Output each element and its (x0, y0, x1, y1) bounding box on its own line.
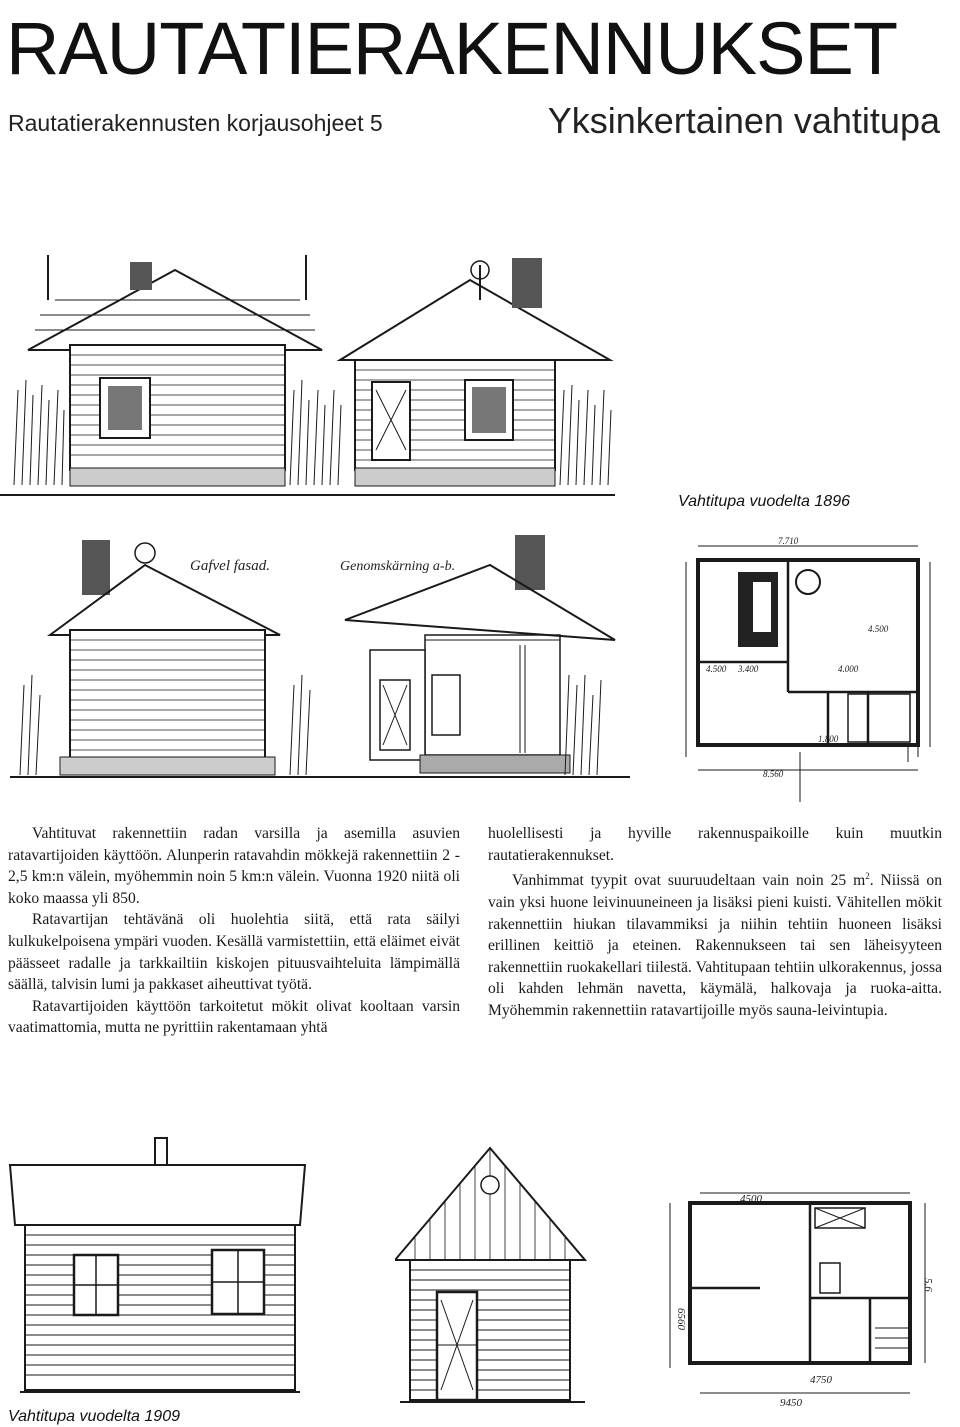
plan-dim-left: 4.500 (706, 664, 727, 674)
plan-1909-dim-top: 4500 (740, 1193, 762, 1205)
caption-1896: Vahtitupa vuodelta 1896 (678, 493, 850, 510)
drawing-1896-gable-and-section (0, 525, 640, 805)
gable-facade-label: Gafvel fasad. (190, 558, 270, 574)
plan-1909-dim-bottom: 4750 (810, 1374, 832, 1386)
plan-1909-dim-right: 5.6 (922, 1278, 934, 1292)
floor-plan-1909 (660, 1188, 950, 1413)
series-subtitle: Rautatierakennusten korjausohjeet 5 (8, 110, 383, 136)
drawing-1896-side-elevation (0, 240, 620, 500)
paragraph-1: Vahtituvat rakennettiin radan varsilla ja asemilla asuvien ratavartijoiden käyttöön. Alunperin ratavahdin mökkejä rakennettiin 2 - 2,5 km:n välein, myöhemmin noin 5 km:n välein. Vuonna 1920 niitä oli koko maassa yli 850. (8, 825, 460, 907)
window-1909-side-right (212, 1250, 264, 1314)
drawing-1909-gable-elevation (395, 1140, 595, 1410)
plan-dim-room: 4.000 (838, 664, 859, 674)
section-label: Genomskärning a-b. (340, 559, 456, 574)
body-column-left (8, 823, 460, 1039)
floor-plan-1896 (668, 532, 960, 807)
window-1909-side (74, 1255, 118, 1315)
paragraph-3-continued: huolellisesti ja hyville rakennuspaikoille kuin muutkin rautatierakennukset. (488, 825, 942, 864)
paragraph-2: Ratavartijan tehtävänä oli huolehtia siitä, että rata säilyi kulkukelpoisena ympäri vuoden. Kesällä varmistettiin, että eläimet eivät päässeet radalle ja tarkkailtiin kiskojen pituusvaihteluita lämpimällä säällä, talvisin lumi ja pakkaset aiheuttivat työtä. (8, 911, 460, 994)
plan-1909-dim-left: 6560 (675, 1308, 687, 1330)
topic-subtitle: Yksinkertainen vahtitupa (547, 100, 940, 141)
plan-dim-mid: 1.800 (818, 734, 839, 744)
body-column-right (488, 823, 942, 1022)
plan-dim-bottom: 8.560 (763, 769, 784, 779)
page-title: RAUTATIERAKENNUKSET (6, 7, 898, 90)
plan-dim-right: 4.500 (868, 624, 889, 634)
caption-1909: Vahtitupa vuodelta 1909 (8, 1408, 180, 1425)
paragraph-3: Ratavartijoiden käyttöön tarkoitetut mökit olivat kooltaan varsin vaatimattomia, mutta ne pyrittiin rakentamaan yhtä (8, 997, 460, 1037)
drawing-1909-long-elevation (0, 1130, 320, 1400)
plan-1909-dim-total: 9450 (780, 1397, 802, 1409)
plan-dim-top: 7.710 (778, 536, 799, 546)
plan-dim-room-2: 3.400 (738, 664, 759, 674)
paragraph-4: Vanhimmat tyypit ovat suuruudeltaan vain noin 25 $m^2$. Niissä on vain yksi huone leivinuuneineen ja lisäksi pieni kuisti. Vähitellen mökit rakennettiin hiukan tilavammiksi ja niihin tehtiin huoneen lisäksi erillinen keittiö ja eteinen. Rakennukseen tai sen läheisyyteen rakennettiin ruokakellari tiilestä. Vahtitupaan tehtiin ulkorakennus, jossa oli kahden lehmän navetta, käymälä, halkovaja ja ruoka-aitta. Myöhemmin rakennettiin ratavartijoille myös sauna-leivintupia. (488, 871, 942, 1019)
